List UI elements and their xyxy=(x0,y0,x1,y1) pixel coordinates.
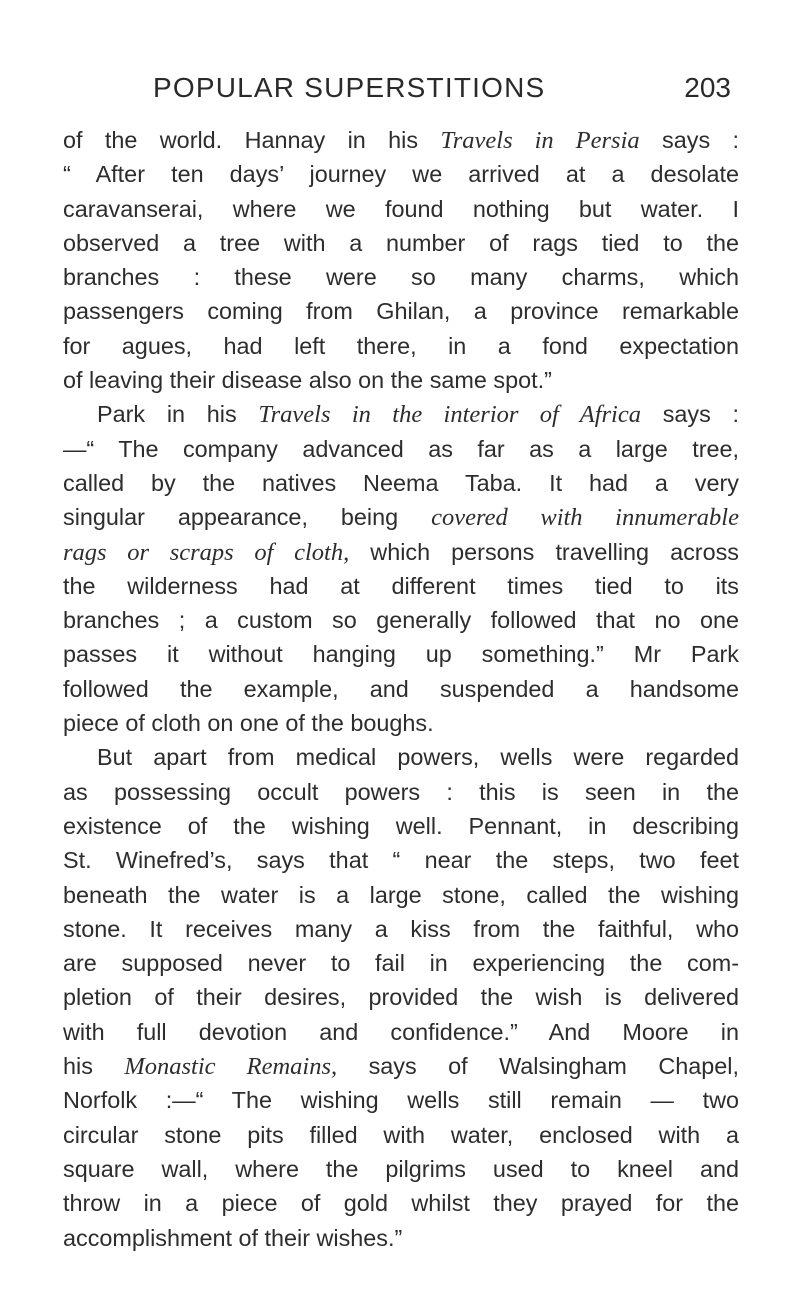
text-line xyxy=(63,569,739,603)
text-line xyxy=(63,672,739,706)
text-segment: St. Winefred’s, says that “ near the steps, two feet xyxy=(63,847,739,874)
text-segment: as possessing occult powers : this is seen in the xyxy=(63,778,739,805)
text-segment: stone. It receives many a kiss from the faithful, who xyxy=(63,915,739,942)
text-segment: passengers coming from Ghilan, a province remarkable xyxy=(63,298,739,325)
text-segment: are supposed never to fail in experiencing the com- xyxy=(63,950,739,977)
text-line xyxy=(63,294,739,328)
text-line xyxy=(63,466,739,500)
text-line xyxy=(63,1152,739,1186)
text-line xyxy=(63,809,739,843)
italic-title: Travels in Persia xyxy=(440,127,640,154)
text-segment: “ After ten days’ journey we arrived at a desolate xyxy=(63,161,739,188)
text-line xyxy=(63,843,739,877)
text-line xyxy=(63,329,739,363)
text-segment: for agues, had left there, in a fond expectation xyxy=(63,332,739,359)
text-segment: called by the natives Neema Taba. It had a very xyxy=(63,469,739,496)
text-line xyxy=(63,946,739,980)
text-line xyxy=(63,912,739,946)
text-line xyxy=(63,157,739,191)
page-number: 203 xyxy=(684,72,731,103)
text-segment: square wall, where the pilgrims used to kneel and xyxy=(63,1155,739,1182)
text-segment: branches : these were so many charms, which xyxy=(63,264,739,291)
text-segment: says : xyxy=(639,127,740,153)
text-line xyxy=(63,637,739,671)
text-segment: caravanserai, where we found nothing but water. I xyxy=(63,195,739,222)
text-segment: branches ; a custom so generally followed that no one xyxy=(63,607,739,634)
text-segment: passes it without hanging up something.” Mr Park xyxy=(63,641,739,668)
text-segment: piece of cloth on one of the boughs. xyxy=(63,710,434,737)
italic-title: Travels in the interior of Africa xyxy=(258,401,641,429)
text-line xyxy=(63,775,739,809)
text-line xyxy=(63,878,739,912)
text-segment: throw in a piece of gold whilst they prayed for the xyxy=(63,1190,739,1217)
text-segment: with full devotion and confidence.” And Moore in xyxy=(63,1018,739,1045)
text-line xyxy=(63,226,739,260)
text-line xyxy=(63,123,739,157)
text-line xyxy=(63,432,739,466)
text-line xyxy=(63,363,739,397)
text-segment: existence of the wishing well. Pennant, in describing xyxy=(63,812,739,839)
text-line xyxy=(63,740,739,774)
running-head: POPULAR SUPERSTITIONS xyxy=(153,72,546,103)
text-line xyxy=(63,1221,739,1255)
text-segment: —“ The company advanced as far as a large tree, xyxy=(63,435,739,462)
text-line xyxy=(63,192,739,226)
text-segment: pletion of their desires, provided the wish is delivered xyxy=(63,984,739,1011)
text-segment: of leaving their disease also on the same spot.” xyxy=(63,367,552,394)
text-segment: followed the example, and suspended a handsome xyxy=(63,675,739,702)
text-segment: accomplishment of their wishes.” xyxy=(63,1224,403,1251)
text-segment: Norfolk :—“ The wishing wells still remain — two xyxy=(63,1087,739,1114)
text-segment: says : xyxy=(640,401,740,428)
text-line xyxy=(63,1049,739,1083)
italic-title: rags or scraps of cloth, xyxy=(63,538,350,566)
text-segment: But apart from medical powers, wells were regarded xyxy=(97,744,739,771)
text-segment: beneath the water is a large stone, called the wishing xyxy=(63,881,739,908)
text-segment: says of Walsingham Chapel, xyxy=(337,1053,739,1080)
text-line xyxy=(63,500,739,534)
text-segment: Park in his xyxy=(97,401,259,428)
text-line xyxy=(63,535,739,569)
text-segment: the wilderness had at different times tied to its xyxy=(63,572,739,599)
text-segment: circular stone pits filled with water, enclosed with a xyxy=(63,1121,739,1148)
text-line xyxy=(63,1015,739,1049)
text-line xyxy=(63,603,739,637)
text-segment: singular appearance, being xyxy=(63,504,432,531)
page-header xyxy=(63,72,739,112)
text-segment: which persons travelling across xyxy=(349,538,739,565)
text-line xyxy=(63,1118,739,1152)
text-line xyxy=(63,1186,739,1220)
text-line xyxy=(63,1083,739,1117)
italic-title: covered with innumerable xyxy=(431,504,739,532)
italic-title: Monastic Remains, xyxy=(124,1053,338,1081)
text-line xyxy=(63,260,739,294)
text-segment: his xyxy=(63,1053,125,1080)
text-segment: of the world. Hannay in his xyxy=(63,127,441,153)
text-segment: observed a tree with a number of rags tied to the xyxy=(63,229,739,256)
text-line xyxy=(63,980,739,1014)
body-text xyxy=(63,123,739,1255)
text-line xyxy=(63,706,739,740)
text-line xyxy=(63,397,739,431)
